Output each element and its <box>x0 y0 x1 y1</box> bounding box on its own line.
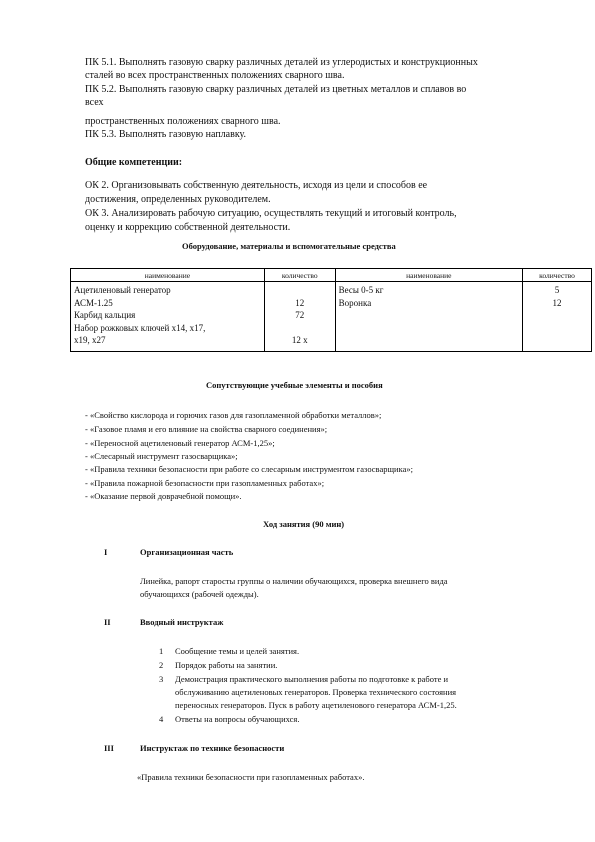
list-item: Порядок работы на занятии. <box>175 660 278 670</box>
pk-line: ПК 5.3. Выполнять газовую наплавку. <box>85 129 247 140</box>
list-item: - «Слесарный инструмент газосварщика»; <box>85 451 238 461</box>
section-title: Вводный инструктаж <box>140 617 224 627</box>
section-number: III <box>104 743 114 753</box>
lesson-heading: Ход занятия (90 мин) <box>263 519 345 529</box>
table-cell <box>268 322 332 335</box>
list-item: Демонстрация практического выполнения работы по подготовке к работе и <box>175 674 449 684</box>
pk-line: ПК 5.2. Выполнять газовую сварку различных деталей из цветных металлов и сплавов во <box>85 84 467 95</box>
list-item: - «Правила техники безопасности при работе со слесарным инструментом газосварщика»; <box>85 464 413 474</box>
col-header: количество <box>264 269 335 282</box>
table-cell: Набор рожковых ключей х14, х17, <box>74 322 206 333</box>
ok-line: достижения, определенных руководителем. <box>85 194 271 205</box>
table-cell: 72 <box>295 310 305 320</box>
table-row <box>71 282 592 352</box>
section-title: Инструктаж по технике безопасности <box>140 743 285 753</box>
list-item: - «Оказание первой доврачебной помощи». <box>85 491 242 501</box>
item-number: 4 <box>159 714 164 724</box>
pk-line: сталей во всех пространственных положениях сварного шва. <box>85 70 345 81</box>
equipment-heading: Оборудование, материалы и вспомогательные средства <box>182 241 396 251</box>
list-item: обслуживанию ацетиленовых генераторов. Проверка технического состояния <box>175 687 457 697</box>
safety-text: «Правила техники безопасности при газопламенных работах». <box>137 772 365 782</box>
table-header-row <box>71 269 592 282</box>
pk-line: всех <box>85 97 104 108</box>
table-cell: Ацетиленовый генератор <box>74 285 171 295</box>
ok-line: ОК 3. Анализировать рабочую ситуацию, осуществлять текущий и итоговый контроль, <box>85 208 457 219</box>
table-cell: Карбид кальция <box>74 310 136 320</box>
right-names-cell <box>335 282 522 352</box>
ok-line: ОК 2. Организовывать собственную деятельность, исходя из цели и способов ее <box>85 180 428 191</box>
list-item: - «Свойство кислорода и горючих газов для газопламенной обработки металлов»; <box>85 410 382 420</box>
right-qty-cell <box>522 282 591 352</box>
org-text-line: Линейка, рапорт старосты группы о наличии обучающихся, проверка внешнего вида <box>140 576 448 586</box>
left-qty-cell <box>264 282 335 352</box>
table-cell: 12 х <box>291 335 308 345</box>
pk-line: пространственных положениях сварного шва. <box>85 116 281 127</box>
org-text-line: обучающихся (рабочей одежды). <box>140 589 259 599</box>
list-item: - «Переносной ацетиленовый генератор АСМ-1,25»; <box>85 438 275 448</box>
table-cell: 12 <box>295 297 305 308</box>
table-cell: 12 <box>552 297 562 308</box>
list-item: Сообщение темы и целей занятия. <box>175 646 300 656</box>
table-cell: Воронка <box>338 297 372 308</box>
pk-line: ПК 5.1. Выполнять газовую сварку различных деталей из углеродистых и конструкционных <box>85 57 478 68</box>
table-cell: 5 <box>554 285 560 295</box>
list-item: Ответы на вопросы обучающихся. <box>175 714 300 724</box>
section-title: Организационная часть <box>140 547 234 557</box>
col-header: наименование <box>71 269 265 282</box>
section-number: I <box>104 547 108 557</box>
item-number: 3 <box>159 674 164 684</box>
col-header: количество <box>522 269 591 282</box>
section-number: II <box>104 617 111 627</box>
left-names-cell <box>71 282 265 352</box>
materials-heading: Сопутствующие учебные элементы и пособия <box>206 380 383 390</box>
table-cell: Весы 0-5 кг <box>338 285 384 295</box>
ok-line: оценку и коррекцию собственной деятельности. <box>85 222 291 233</box>
general-competences-heading: Общие компетенции: <box>85 157 183 168</box>
col-header: наименование <box>335 269 522 282</box>
table-cell: х19, х27 <box>74 335 106 345</box>
list-item: - «Правила пожарной безопасности при газопламенных работах»; <box>85 478 325 488</box>
list-item: переносных генераторов. Пуск в работу ацетиленового генератора АСМ-1,25. <box>175 700 457 710</box>
equipment-table <box>70 268 592 352</box>
table-cell: АСМ-1.25 <box>74 297 113 308</box>
table-cell <box>268 284 332 297</box>
item-number: 1 <box>159 646 164 656</box>
list-item: - «Газовое пламя и его влияние на свойства сварного соединения»; <box>85 424 328 434</box>
item-number: 2 <box>159 660 164 670</box>
